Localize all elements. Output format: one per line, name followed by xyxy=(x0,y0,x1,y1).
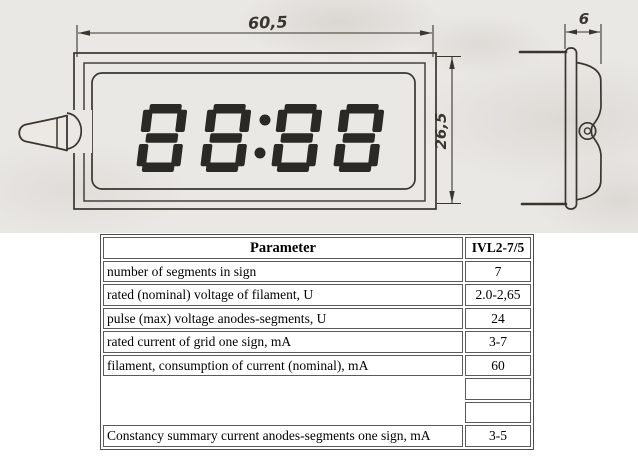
arrow-left-icon xyxy=(78,30,90,36)
value-cell-empty xyxy=(465,378,531,400)
parameters-table xyxy=(100,234,534,450)
value-cell: 60 xyxy=(465,355,531,377)
evacuation-tube xyxy=(19,110,92,153)
param-cell: pulse (max) voltage anodes-segments, U xyxy=(103,308,463,330)
param-cell: Constancy summary current anodes-segments one sign, mA xyxy=(103,425,463,447)
dim-width-label: 60,5 xyxy=(247,12,288,33)
exhaust-tip xyxy=(19,116,67,151)
display-digits xyxy=(136,104,385,172)
param-header-cell: Parameter xyxy=(103,237,463,259)
display-inner-frame xyxy=(84,63,425,201)
front-plate-edge xyxy=(566,48,577,209)
param-cell: number of segments in sign xyxy=(103,261,463,283)
dimension-depth xyxy=(565,10,601,64)
arrow-right-icon xyxy=(420,30,432,36)
dim-depth-label: 6 xyxy=(578,10,590,28)
colon xyxy=(255,115,271,159)
type-header-cell: IVL2-7/5 xyxy=(465,237,531,259)
arrow-down-icon xyxy=(449,191,454,203)
value-cell: 3-7 xyxy=(465,331,531,353)
param-cell: filament, consumption of current (nominal), mA xyxy=(103,355,463,377)
param-cell: rated (nominal) voltage of filament, U xyxy=(103,284,463,306)
param-cell: rated current of grid one sign, mA xyxy=(103,331,463,353)
value-cell-empty xyxy=(465,402,531,424)
value-cell: 7 xyxy=(465,261,531,283)
dimension-width xyxy=(77,12,433,57)
arrow-up-icon xyxy=(449,57,454,69)
arrow-right-icon xyxy=(589,29,600,34)
exhaust-tip-side xyxy=(579,123,595,139)
arrow-left-icon xyxy=(566,29,577,34)
dim-height-label: 26,5 xyxy=(432,112,450,150)
param-cell-empty xyxy=(103,378,463,400)
value-cell: 3-5 xyxy=(465,425,531,447)
front-view xyxy=(74,53,436,209)
display-outer-frame xyxy=(74,53,436,209)
glass-envelope xyxy=(577,63,602,200)
side-view xyxy=(520,48,601,209)
param-cell-empty xyxy=(103,402,463,424)
value-cell: 2.0-2,65 xyxy=(465,284,531,306)
value-cell: 24 xyxy=(465,308,531,330)
